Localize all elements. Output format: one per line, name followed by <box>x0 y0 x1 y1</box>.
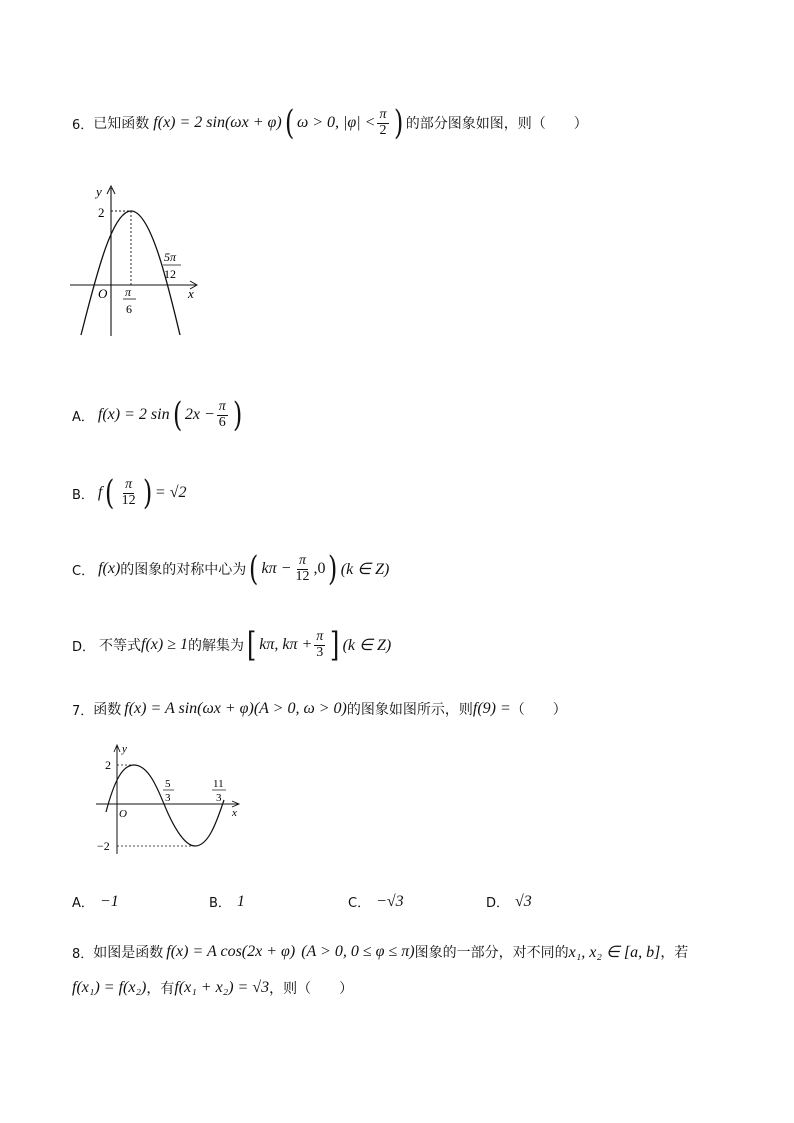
q6-fraction: $\frac{\pi}{2}$ <box>379 106 387 138</box>
q6-option-c-k: (k ∈ Z) <box>340 561 390 578</box>
q8-stem-line2 <box>72 978 353 998</box>
q8-condition: (A > 0, 0 ≤ φ ≤ π) <box>301 943 415 960</box>
q7-three-b-label: 3 <box>216 792 222 804</box>
q8-stem-text: 如图是函数 <box>93 945 164 961</box>
q6-ymax-label: 2 <box>98 205 105 220</box>
q7-three-a-label: 3 <box>165 792 171 804</box>
q7-option-c[interactable]: C． −√3 <box>348 892 404 911</box>
q7-option-d[interactable]: D． √3 <box>486 892 532 911</box>
q6-six-label: 6 <box>126 302 132 316</box>
q6-option-d-text1: 不等式 <box>99 638 142 654</box>
q6-option-b[interactable]: B． f ( $\frac{\pi}{12}$ ) = √2 <box>72 473 187 513</box>
q8-stem-text4: ，有 <box>146 981 175 997</box>
q6-stem-tail: 的部分图象如图，则（ ） <box>405 116 588 132</box>
q6-func-body: (x) = 2 sin(ωx + φ) <box>157 114 282 131</box>
q6-stem: 6． 已知函数 f (x) = 2 sin(ωx + φ) ( ω > 0, |φ| < $\frac{\pi}{2}$ ) 的部分图象如图，则（ ） <box>72 103 588 143</box>
q6-pi-label: π <box>125 285 132 299</box>
q6-option-d-inner: kπ, kπ + <box>259 636 313 653</box>
q6-twelve-label: 12 <box>164 267 176 281</box>
q7-five-label: 5 <box>165 778 171 790</box>
q8-func: f(x) = A cos(2x + φ) <box>166 943 296 960</box>
q7-stem <box>72 699 567 719</box>
q6-option-c-text: 的图象的对称中心为 <box>120 562 247 578</box>
q8-stem-text3: ，若 <box>660 945 689 961</box>
q6-condition: ω > 0, |φ| < <box>296 114 376 131</box>
q7-number: 7． <box>72 703 94 719</box>
q7-stem-text: 函数 <box>93 702 122 718</box>
q7-option-a[interactable]: A． −1 <box>72 892 119 911</box>
q7-paren: （ ） <box>510 702 567 718</box>
q6-5pi-label: 5π <box>164 250 177 264</box>
q7-x-label: x <box>232 807 237 819</box>
q6-option-d-text2: 的解集为 <box>188 638 244 654</box>
q6-number: 6． <box>72 117 94 133</box>
q7-stem-tail: 的图象如图所示，则 <box>346 702 473 718</box>
q6-func-f: f <box>153 114 158 131</box>
q6-option-c-label: C． <box>72 563 95 579</box>
q6-option-a[interactable]: A． f(x) = 2 sin ( 2x − $\frac{\pi}{6}$ ) <box>72 395 243 435</box>
q6-option-c-inner: kπ − <box>261 560 292 577</box>
q6-option-a-inner: 2x − <box>184 406 215 423</box>
q6-option-c[interactable]: C． f(x) 的图象的对称中心为 ( kπ − $\frac{\pi}{12}$ ,0 ) (k ∈ Z) <box>72 549 390 589</box>
q6-y-label: y <box>96 184 102 199</box>
q7-f9: f(9) = <box>472 700 511 717</box>
q6-x-label: x <box>188 286 194 301</box>
q6-stem-text: 已知函数 <box>93 116 150 132</box>
q8-stem-line1 <box>72 942 688 962</box>
q7-y-label: y <box>122 743 127 755</box>
q6-option-b-label: B． <box>72 487 94 503</box>
q6-option-b-tail: = √2 <box>154 484 187 501</box>
q7-ymax-label: 2 <box>105 758 111 772</box>
q7-func: f(x) = A sin(ωx + φ)(A > 0, ω > 0) <box>124 700 347 717</box>
q8-stem-text2: 图象的一部分，对不同的 <box>414 945 569 961</box>
q6-option-a-text: f(x) = 2 sin <box>97 406 170 423</box>
q7-graph <box>92 742 252 860</box>
q6-origin-label: O <box>98 286 108 301</box>
q6-graph <box>66 180 206 345</box>
q7-ymin-label: −2 <box>97 839 110 853</box>
q8-vars: x₁, x₂ ∈ [a, b] <box>568 944 661 961</box>
q7-origin-label: O <box>119 808 127 820</box>
q7-option-b[interactable]: B． 1 <box>209 892 245 911</box>
q8-stem-tail: ，则（ ） <box>269 981 354 997</box>
q8-sum-value: f(x₁ + x₂) = √3 <box>174 979 270 996</box>
q6-option-a-label: A． <box>72 409 94 425</box>
q6-option-b-f: f <box>97 484 103 501</box>
q7-option-d-value: √3 <box>515 892 532 910</box>
q7-option-a-value: −1 <box>99 892 119 910</box>
q6-option-d-func: f(x) ≥ 1 <box>141 636 188 653</box>
q8-number: 8． <box>72 946 94 962</box>
q6-option-d[interactable]: D． 不等式 f(x) ≥ 1 的解集为 [ kπ, kπ + $\frac{\pi}{3}$ ] (k ∈ Z) <box>72 625 392 665</box>
q8-equal-values: f(x₁) = f(x₂) <box>72 979 147 996</box>
q7-eleven-label: 11 <box>213 778 224 790</box>
q7-option-c-value: −√3 <box>376 892 404 910</box>
q7-option-b-value: 1 <box>236 892 245 910</box>
q6-option-d-label: D． <box>72 639 96 655</box>
q6-option-c-func: f(x) <box>98 560 121 577</box>
q6-option-d-k: (k ∈ Z) <box>342 637 392 654</box>
